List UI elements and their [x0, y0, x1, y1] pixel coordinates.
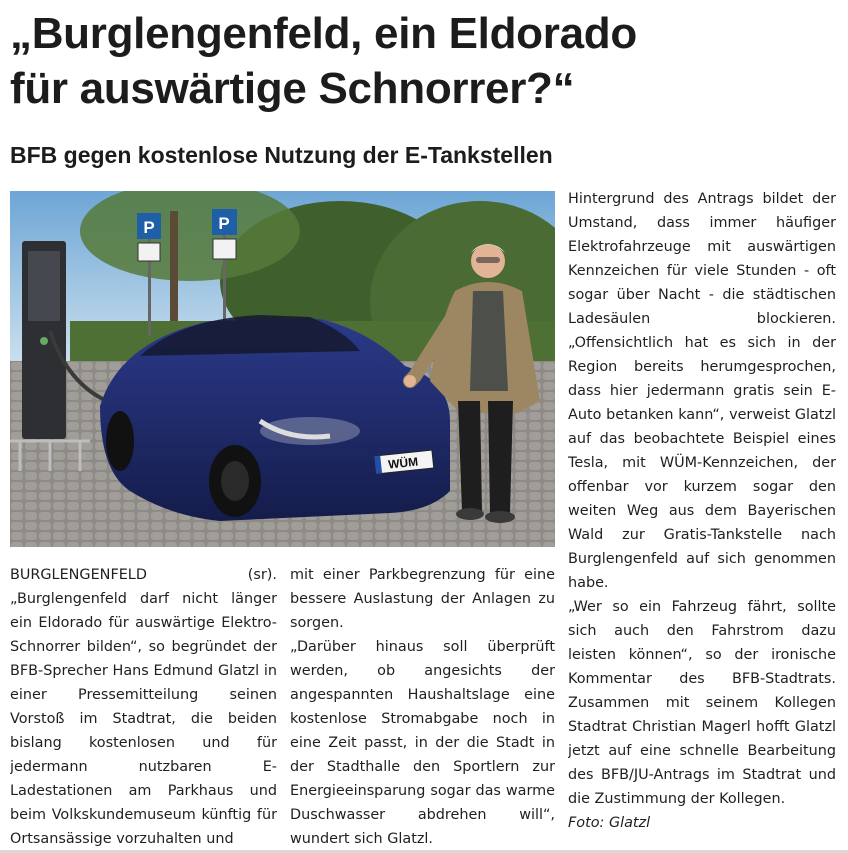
car-wheel-rear: [106, 411, 134, 471]
column-3-paragraph-2: „Wer so ein Fahrzeug fährt, sollte sich auch den Fahrstrom dazu leisten können“, so der ironische Kommentar des BFB-Stadtrats. Zusammen mit seinem Kollegen Stadtrat Christian Magerl hofft Glatzl jetzt auf eine schnelle Bearbeitung des BFB/JU-Antrags im Stadtrat und die Zustimmung der Kollegen.: [568, 599, 836, 807]
article-column-3: [568, 187, 836, 847]
headline-line-2: für auswärtige Schnorrer?“: [10, 64, 575, 113]
license-plate-text: WÜM: [387, 454, 419, 472]
photo-credit: Foto: Glatzl: [568, 815, 651, 831]
column-2-paragraph-2: „Darüber hinaus soll überprüft werden, ob angesichts der angespannten Haushaltslage eine kostenlose Stromabgabe noch in eine Zeit passt, in der die Stadt in der Stadthalle den Sportlern zur Energieeinsparung sogar das warme Duschwasser abdrehen will“, wundert sich Glatzl.: [290, 639, 555, 847]
man-leg-right: [488, 401, 513, 513]
man-shoe-right: [485, 511, 515, 523]
article-column-1: [10, 563, 277, 848]
car-hub: [221, 461, 249, 501]
photo-illustration: [10, 191, 555, 547]
charging-station-panel: [28, 251, 60, 321]
charging-sign: [138, 243, 160, 261]
parking-sign-letter: P: [143, 218, 155, 237]
headline: [10, 6, 840, 116]
column-2-paragraph-1: mit einer Parkbegrenzung für eine bessere Auslastung der Anlagen zu sorgen.: [290, 567, 555, 631]
man-shirt: [470, 291, 508, 391]
sign-pole-2: [223, 221, 226, 331]
subheadline: BFB gegen kostenlose Nutzung der E-Tankstellen: [10, 142, 553, 168]
man-shoe-left: [456, 508, 484, 520]
man-hand: [404, 375, 416, 387]
article-column-2: [290, 563, 555, 848]
article-photo: [10, 191, 555, 547]
man-leg-left: [458, 401, 482, 511]
charging-status-light: [40, 337, 48, 345]
headline-line-1: „Burglengenfeld, ein Eldorado: [10, 9, 637, 58]
man-glasses: [476, 257, 500, 263]
column-3-paragraph-1: Hintergrund des Antrags bildet der Umstand, dass immer häufiger Elektrofahrzeuge mit auswärtigen Kennzeichen für viele Stunden - oft sogar über Nacht - die städtischen Ladesäulen blockieren. „Offensichtlich hat es sich in der Region bereits herumgesprochen, dass hier jedermann gratis sein E-Auto betanken kann“, verweist Glatzl auf das beobachtete Beispiel eines Tesla, mit WÜM-Kennzeichen, der offenbar vor kurzem sogar den weiten Weg aus dem Bayerischen Wald zur Gratis-Tankstelle nach Burglengenfeld auf sich genommen habe.: [568, 191, 836, 591]
column-1-paragraph: BURGLENGENFELD (sr). „Burglengenfeld darf nicht länger ein Eldorado für auswärtige Elektro-Schnorrer bilden“, so begründet der BFB-Sprecher Hans Edmund Glatzl in einer Pressemitteilung seinen Vorstoß im Stadtrat, die beiden bislang kostenlosen und für jedermann nutzbaren E-Ladestationen am Parkhaus und beim Volkskundemuseum künftig für Ortsansässige vorzuhalten und: [10, 567, 277, 847]
parking-sign-letter-2: P: [218, 214, 230, 233]
info-sign: [213, 239, 236, 259]
